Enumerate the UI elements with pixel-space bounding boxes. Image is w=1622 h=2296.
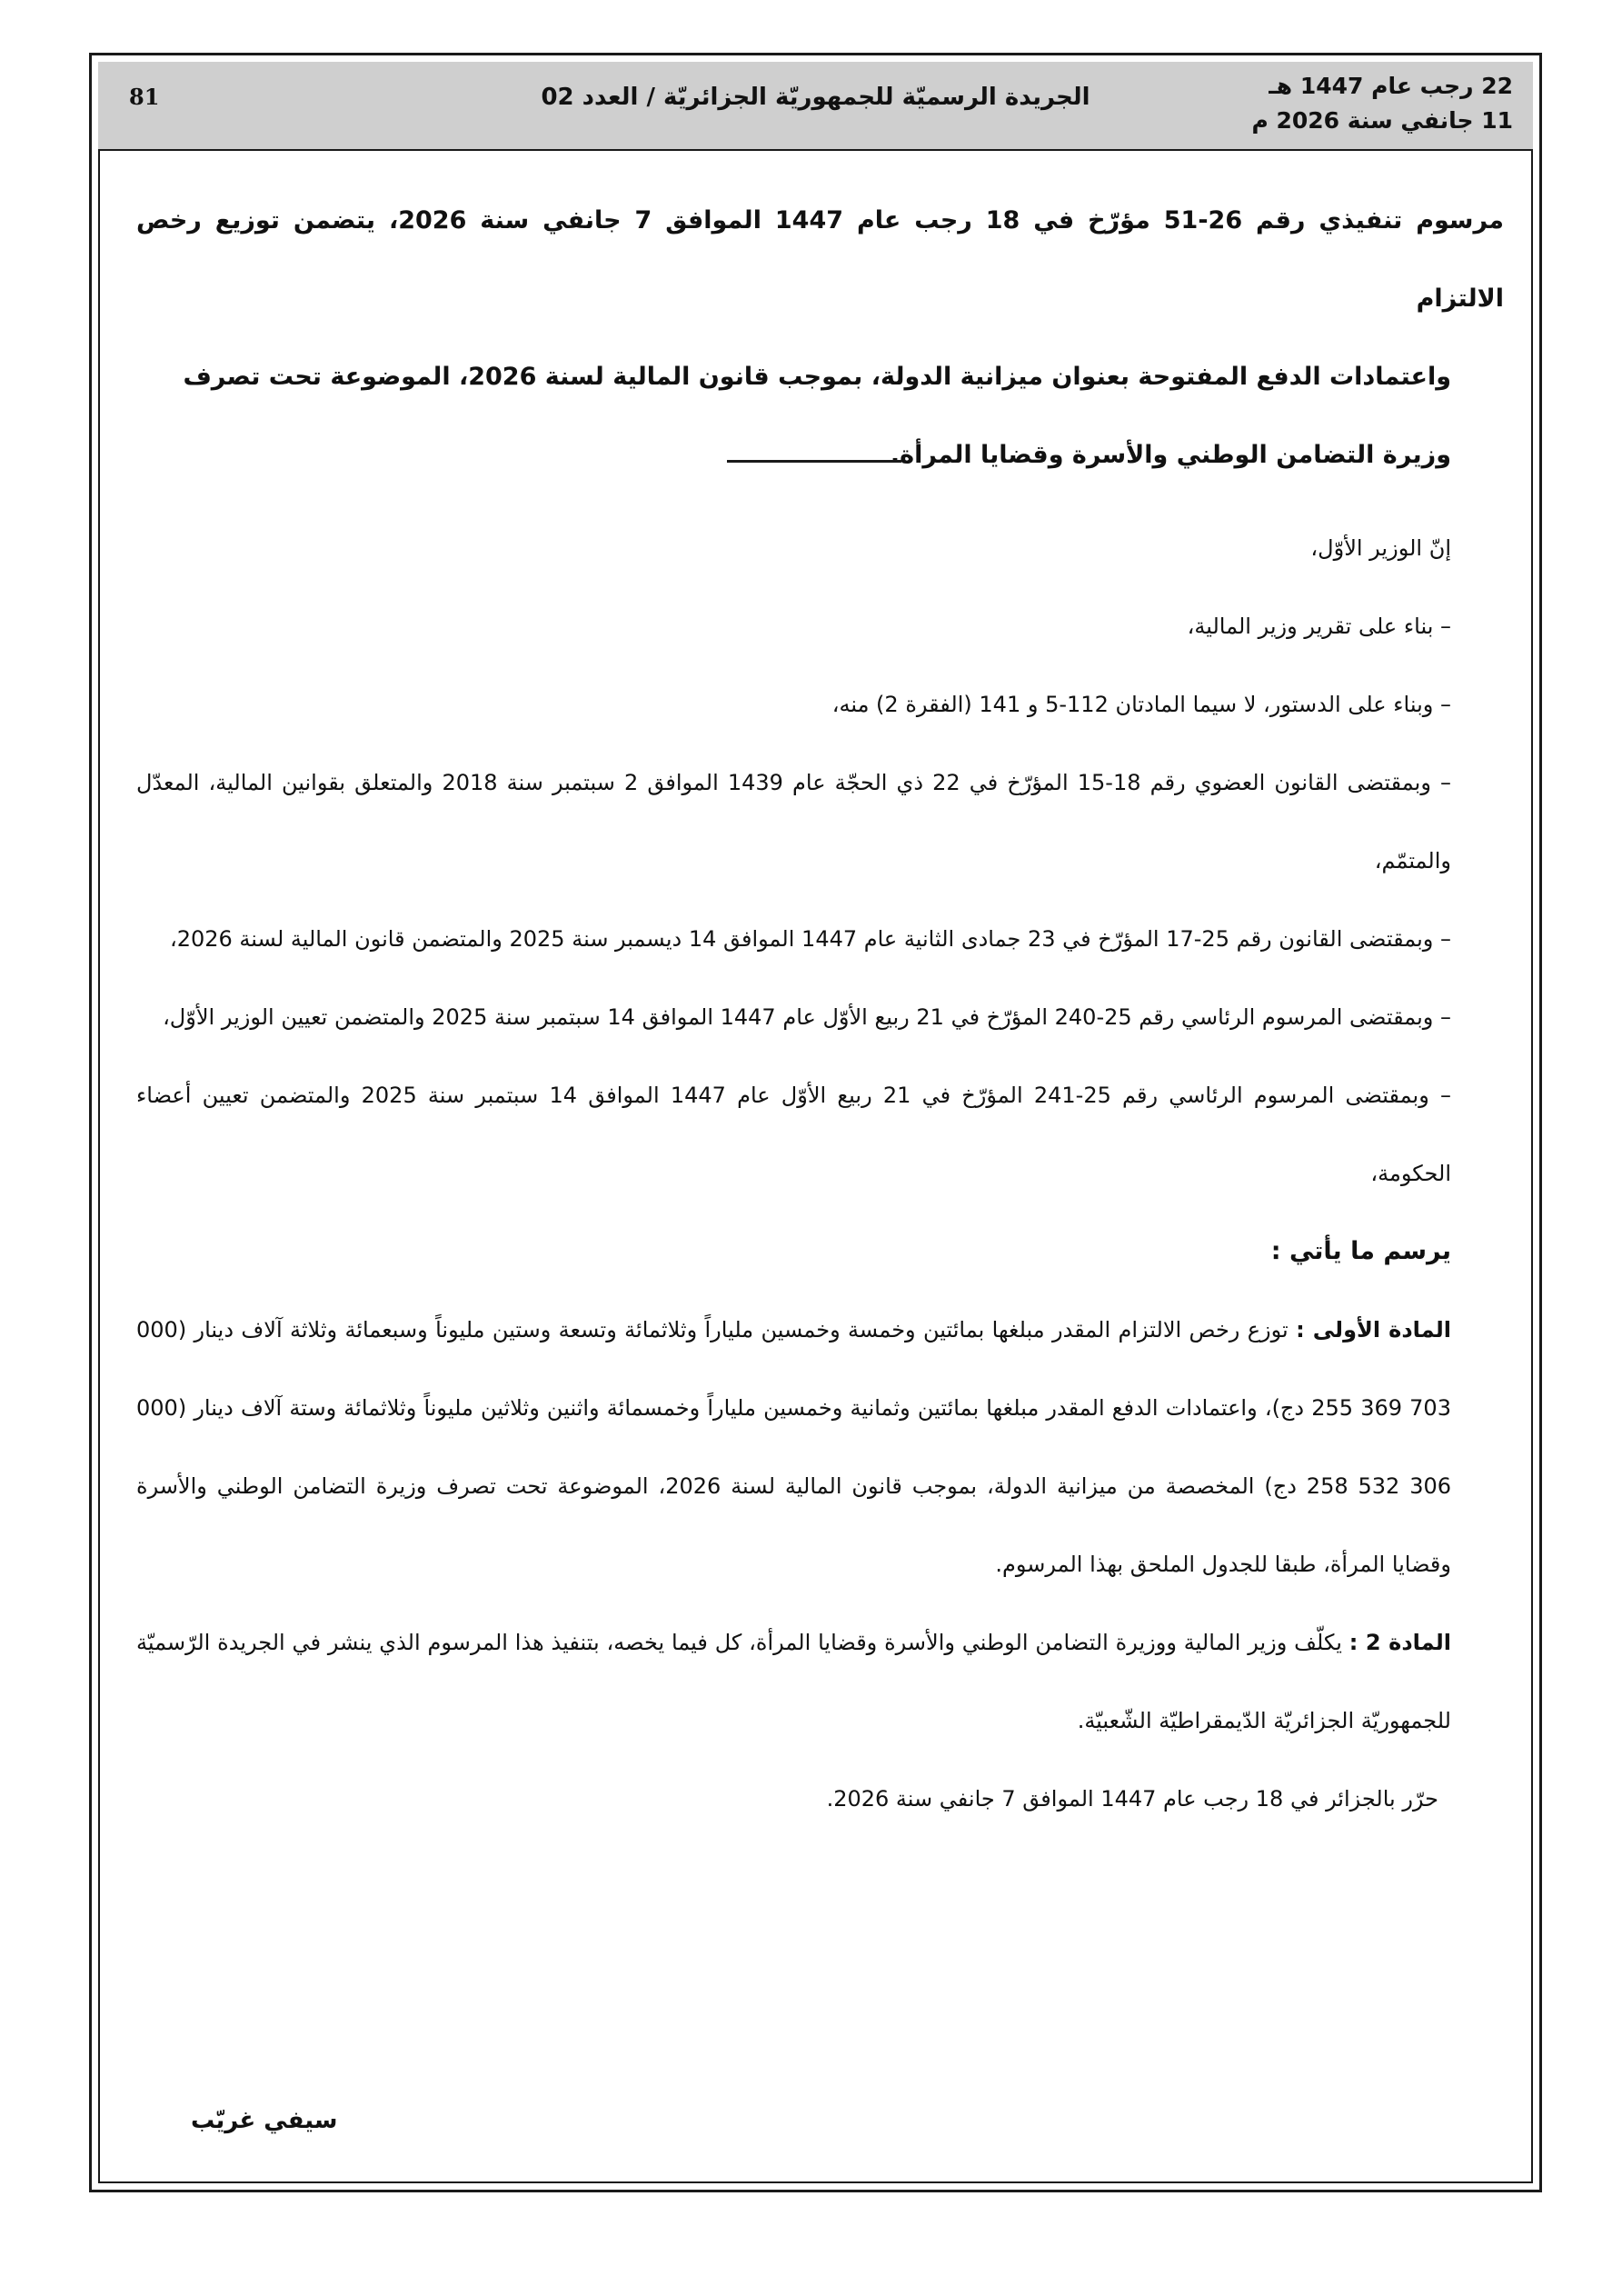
article-2 [136, 1603, 1504, 1760]
journal-header [98, 62, 1533, 151]
decree-body [136, 509, 1504, 1838]
article-1-text: توزع رخص الالتزام المقدر مبلغها بمائتين وخمسة وخمسين ملياراً وثلاثمائة وتسعة وستين مليوناً وسبعمائة وثلاثة آلاف دينار (000 703 369 255 دج)، واعتمادات الدفع المقدر مبلغها بمائتين وثمانية وخمسين ملياراً وخمسمائة واثنين وثلاثين مليوناً وثلاثمائة وستة آلاف دينار (000 306 532 258 دج) المخصصة من ميزانية الدولة، بموجب قانون المالية لسنة 2026، الموضوعة تحت تصرف وزيرة التضامن الوطني والأسرة وقضايا المرأة، طبقا للجدول الملحق بهذا المرسوم. [136, 1317, 1452, 1577]
header-date-hijri: 22 رجب عام 1447 هـ [1269, 73, 1513, 99]
decree-title-line: مرسوم تنفيذي رقم 26-51 مؤرّخ في 18 رجب عام 1447 الموافق 7 جانفي سنة 2026، يتضمن توزيع رخص الالتزام [136, 206, 1504, 313]
decree-title [136, 182, 1504, 494]
article-2-label: المادة 2 : [1348, 1630, 1451, 1655]
page-number: 81 [129, 84, 160, 110]
consideration-item: – وبمقتضى القانون العضوي رقم 18-15 المؤرّخ في 22 ذي الحجّة عام 1439 الموافق 2 سبتمبر سنة 2018 والمتعلق بقوانين المالية، المعدّل والمتمّم، [136, 770, 1452, 873]
done-at-line: حرّر بالجزائر في 18 رجب عام 1447 الموافق 7 جانفي سنة 2026. [826, 1786, 1438, 1812]
article-2-text: يكلّف وزير المالية ووزيرة التضامن الوطني والأسرة وقضايا المرأة، كل فيما يخصه، بتنفيذ هذا المرسوم الذي ينشر في الجريدة الرّسميّة للجمهوريّة الجزائريّة الدّيمقراطيّة الشّعبيّة. [136, 1630, 1451, 1733]
consideration-item: – بناء على تقرير وزير المالية، [1187, 614, 1451, 639]
intro-line: إنّ الوزير الأوّل، [1310, 535, 1451, 561]
journal-title: الجريدة الرسميّة للجمهوريّة الجزائريّة / العدد 02 [541, 84, 1090, 111]
consideration-item: – وبمقتضى المرسوم الرئاسي رقم 25-240 المؤرّخ في 21 ربيع الأوّل عام 1447 الموافق 14 سبتمبر سنة 2025 والمتضمن تعيين الوزير الأوّل، [163, 1004, 1451, 1030]
consideration-item: – وبناء على الدستور، لا سيما المادتان 112-5 و 141 (الفقرة 2) منه، [831, 692, 1451, 717]
separator-rule [727, 460, 901, 463]
decrees-heading: يرسم ما يأتي : [1270, 1237, 1451, 1265]
header-date-gregorian: 11 جانفي سنة 2026 م [1251, 107, 1513, 134]
article-1 [136, 1291, 1504, 1603]
article-1-label: المادة الأولى : [1296, 1317, 1451, 1343]
consideration-item: – وبمقتضى القانون رقم 25-17 المؤرّخ في 23 جمادى الثانية عام 1447 الموافق 14 ديسمبر سنة 2025 والمتضمن قانون المالية لسنة 2026، [169, 926, 1451, 952]
decree-title-line: وزيرة التضامن الوطني والأسرة وقضايا المرأة. [890, 441, 1451, 469]
consideration-item: – وبمقتضى المرسوم الرئاسي رقم 25-241 المؤرّخ في 21 ربيع الأوّل عام 1447 الموافق 14 سبتمبر سنة 2025 والمتضمن تعيين أعضاء الحكومة، [136, 1083, 1452, 1186]
decree-title-line: واعتمادات الدفع المفتوحة بعنوان ميزانية الدولة، بموجب قانون المالية لسنة 2026، الموضوعة تحت تصرف [183, 363, 1451, 391]
signature: سيفي غريّب [191, 2107, 338, 2134]
